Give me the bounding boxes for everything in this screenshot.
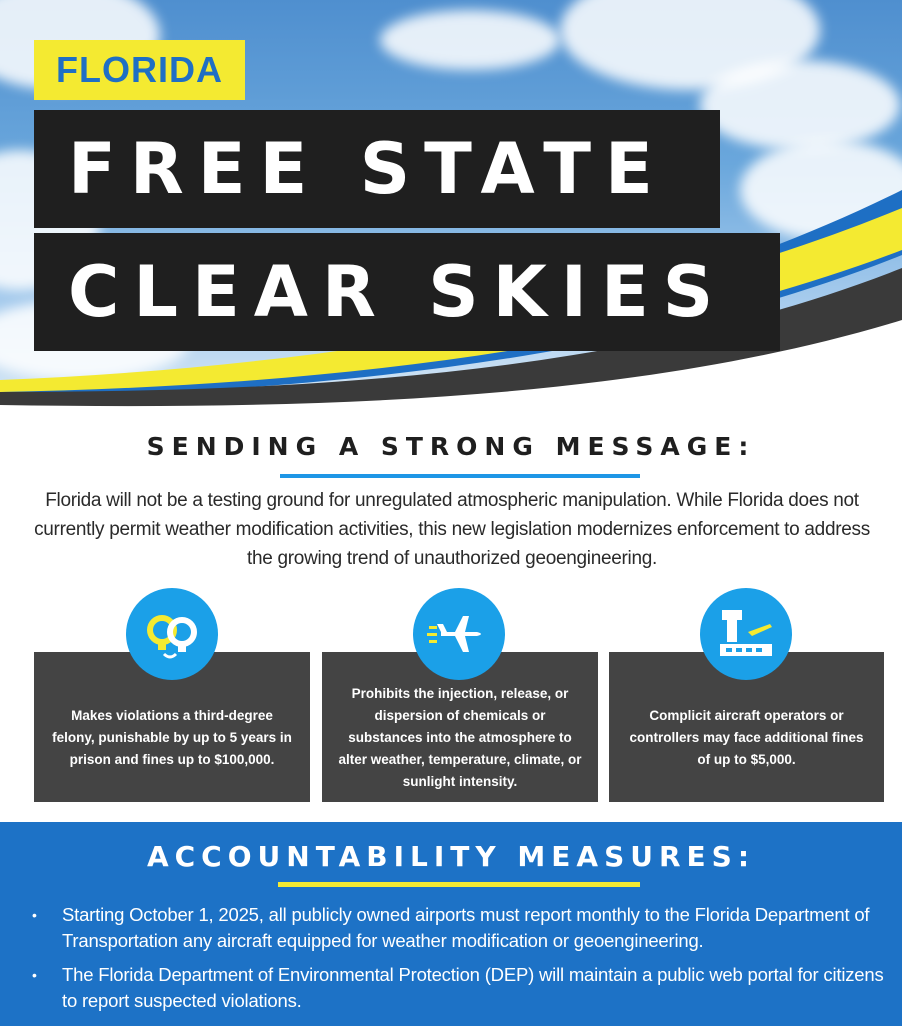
bullet: • [32,967,37,983]
message-heading: SENDING A STRONG MESSAGE: [146,432,756,461]
control-tower-icon [700,588,792,680]
accountability-heading: ACCOUNTABILITY MEASURES: [146,840,756,873]
list-item-text: The Florida Department of Environmental Protection (DEP) will maintain a public web portal for citizens to report suspected violations. [62,964,884,1011]
title-line-1: FREE STATE [34,110,720,228]
message-underline [280,474,640,478]
list-item-text: Starting October 1, 2025, all publicly owned airports must report monthly to the Florida Department of Transportation any aircraft equipped for weather modification or geoengineering. [62,904,870,951]
florida-badge: FLORIDA [34,40,245,100]
card-text: Prohibits the injection, release, or dispersion of chemicals or substances into the atmosphere to alter weather, temperature, climate, or sunlight intensity. [338,686,582,789]
card-text: Makes violations a third-degree felony, punishable by up to 5 years in prison and fines up to $100,000. [52,708,292,767]
card-text: Complicit aircraft operators or controllers may face additional fines of up to $5,000. [629,708,864,767]
message-body: Florida will not be a testing ground for unregulated atmospheric manipulation. While Florida does not currently permit weather modification activities, this new legislation modernizes enforcement to address the growing trend of unauthorized geoengineering. [34,490,870,569]
list-item [30,902,890,954]
accountability-list [30,902,890,1022]
bullet: • [32,907,37,923]
airplane-icon [413,588,505,680]
hero-sky-banner [0,0,902,410]
accountability-section [0,822,902,1026]
handcuffs-icon [126,588,218,680]
list-item [30,962,890,1014]
title-line-2: CLEAR SKIES [34,233,780,351]
accountability-underline [278,882,640,887]
